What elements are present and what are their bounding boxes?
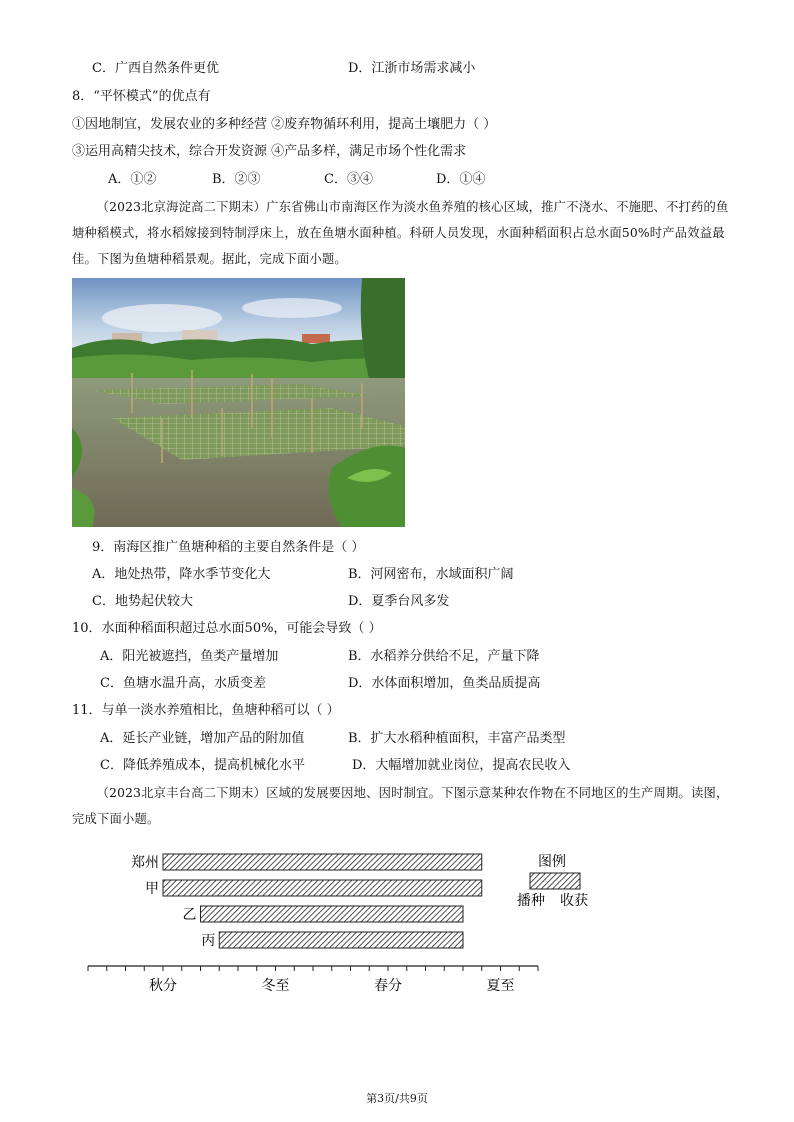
q10-option-b: B．水稻养分供给不足，产量下降 [348, 649, 540, 664]
cycle-bar-1 [163, 880, 482, 896]
q10-stem: 10．水面种稻面积超过总水面50%，可能会导致（ ） [72, 621, 382, 636]
cycle-bar-0 [163, 854, 482, 870]
passage-crop-cycle: （2023北京丰台高二下期末）区域的发展要因地、因时制宜。下图示意某种农作物在不同地区的生产周期。读图，完成下面小题。 [72, 786, 729, 826]
crop-cycle-chart [80, 846, 620, 996]
q10-option-a: A．阳光被遮挡，鱼类产量增加 [100, 649, 279, 664]
q7-option-d: D．江浙市场需求减小 [348, 61, 476, 76]
q9-option-c: C．地势起伏较大 [92, 594, 193, 609]
q11-option-d: D．大幅增加就业岗位，提高农民收入 [352, 758, 571, 773]
chart-legend [517, 854, 588, 909]
passage-fish-pond-rice: （2023北京海淀高二下期末）广东省佛山市南海区作为淡水鱼养殖的核心区域，推广不浇水、不施肥、不打药的鱼塘种稻模式，将水稻嫁接到特制浮床上，放在鱼塘水面种植。科研人员发现，水面种稻面积占总水面50%时产品效益最佳。下图为鱼塘种稻景观。据此，完成下面小题。 [72, 200, 729, 266]
q8-option-c: C．③④ [324, 172, 373, 187]
q8-statement-line-1: ①因地制宜，发展农业的多种经营 ②废弃物循环利用，提高土壤肥力（ ） [72, 117, 497, 132]
axis-label-0: 秋分 [149, 978, 177, 994]
q8-option-d: D．①④ [436, 172, 486, 187]
page-footer: 第3页/共9页 [366, 1092, 428, 1105]
cycle-bar-2 [201, 906, 464, 922]
q8-option-a: A．①② [108, 172, 157, 187]
q10-option-d: D．水体面积增加，鱼类品质提高 [348, 676, 541, 691]
q9-option-a: A．地处热带，降水季节变化大 [92, 567, 271, 582]
q8-stem: 8．“平怀模式”的优点有 [72, 89, 211, 104]
region-label-1: 甲 [145, 881, 159, 897]
region-label-0: 郑州 [131, 855, 159, 871]
q9-stem: 9．南海区推广鱼塘种稻的主要自然条件是（ ） [92, 540, 365, 555]
axis-label-1: 冬至 [261, 978, 290, 994]
legend-swatch [530, 873, 580, 889]
region-label-2: 乙 [182, 907, 197, 923]
q11-stem: 11．与单一淡水养殖相比，鱼塘种稻可以（ ） [72, 703, 340, 718]
q8-statement-line-2: ③运用高精尖技术，综合开发资源 ④产品多样，满足市场个性化需求 [72, 144, 467, 159]
q8-option-b: B．②③ [212, 172, 261, 187]
q11-option-b: B．扩大水稻种植面积，丰富产品类型 [348, 731, 566, 746]
axis-label-3: 夏至 [486, 978, 515, 994]
fish-pond-rice-photo [72, 278, 405, 527]
legend-end-label: 收获 [560, 893, 588, 909]
q9-option-b: B．河网密布，水域面积广阔 [348, 567, 514, 582]
q9-option-d: D．夏季台风多发 [348, 594, 450, 609]
q11-option-c: C．降低养殖成本，提高机械化水平 [100, 758, 305, 773]
q10-option-c: C．鱼塘水温升高，水质变差 [100, 676, 266, 691]
region-label-3: 丙 [201, 933, 216, 949]
q11-option-a: A．延长产业链，增加产品的附加值 [100, 731, 305, 746]
legend-title: 图例 [538, 854, 566, 870]
q7-option-c: C．广西自然条件更优 [92, 61, 219, 76]
legend-start-label: 播种 [517, 893, 545, 909]
cycle-bar-3 [219, 932, 463, 948]
axis-label-2: 春分 [374, 978, 402, 994]
